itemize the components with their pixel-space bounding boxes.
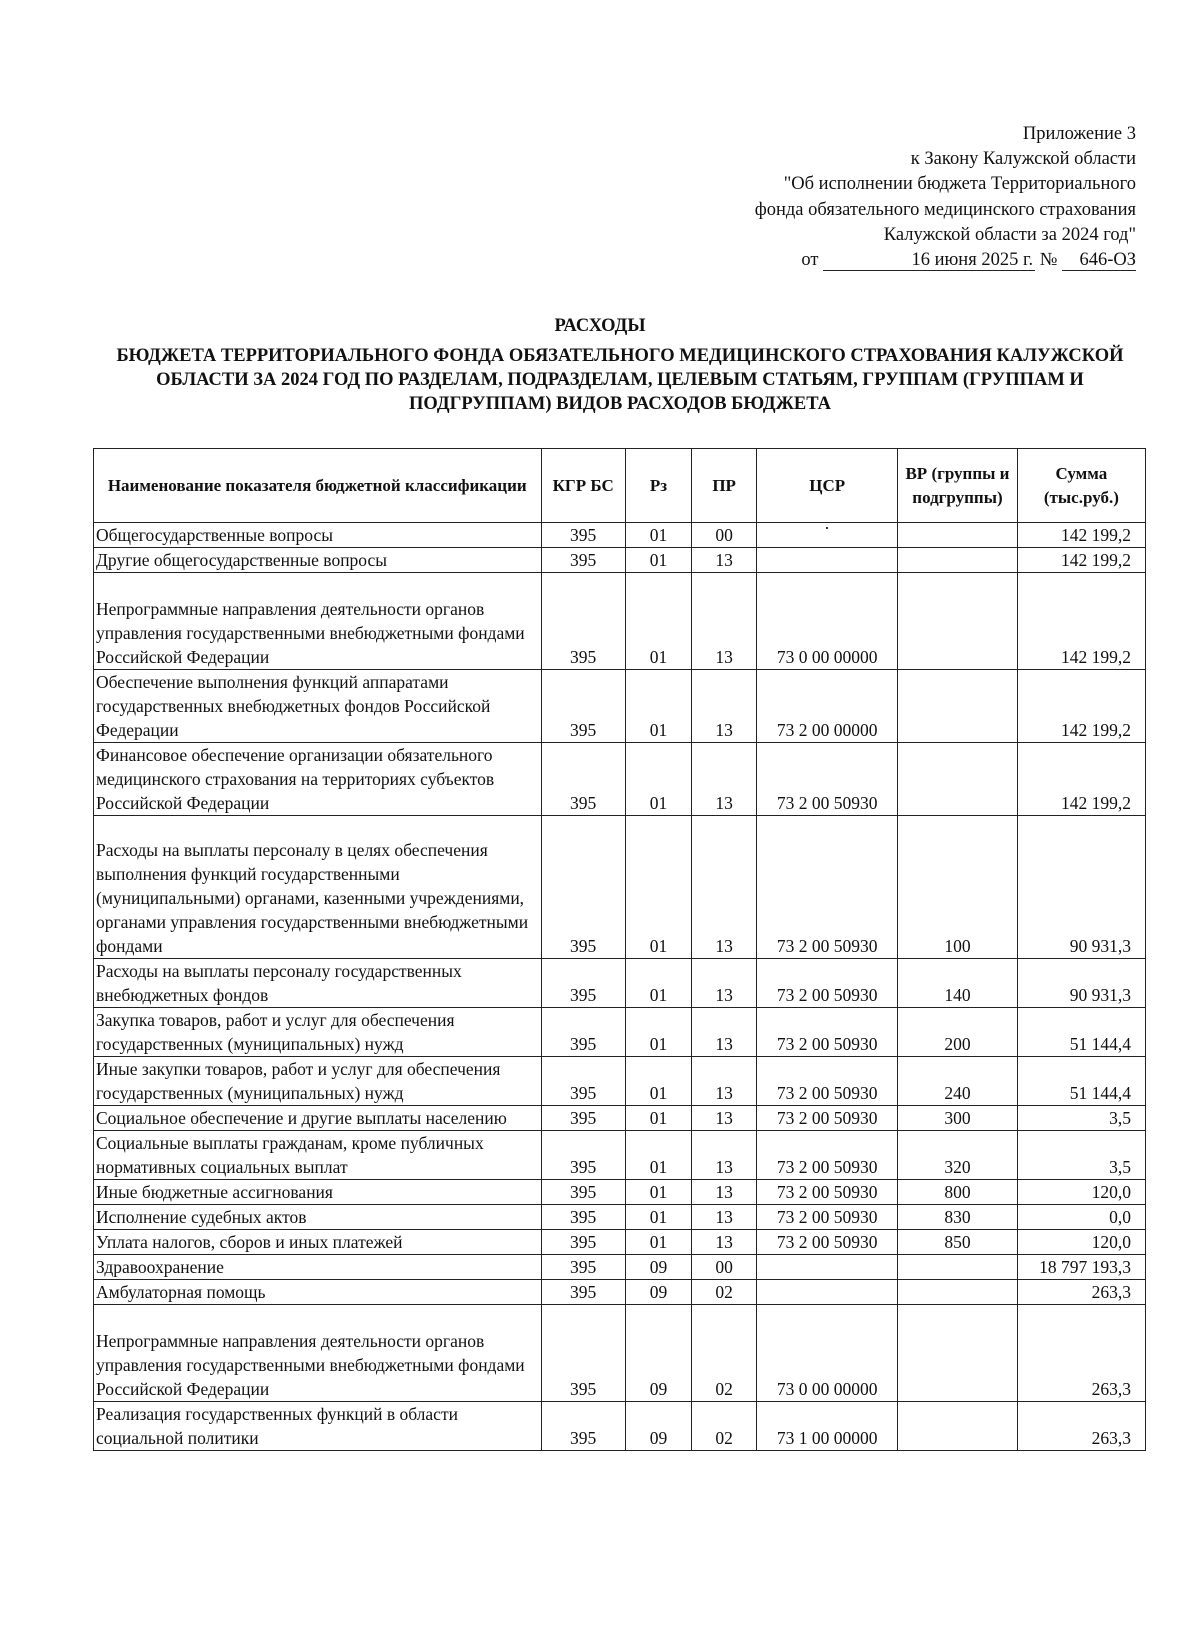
cell-csr: 73 2 00 50930	[757, 959, 898, 1008]
cell-kgrbs: 395	[541, 523, 625, 548]
cell-name: Общегосударственные вопросы	[94, 523, 542, 548]
cell-rz: 01	[625, 523, 691, 548]
cell-name: Амбулаторная помощь	[94, 1280, 542, 1305]
cell-vr: 200	[898, 1008, 1018, 1057]
table-row	[94, 1255, 1146, 1280]
cell-rz: 01	[625, 573, 691, 670]
cell-vr: 800	[898, 1180, 1018, 1205]
table-row	[94, 548, 1146, 573]
law-number: 646-ОЗ	[1062, 250, 1136, 271]
cell-name: Закупка товаров, работ и услуг для обеспечения государственных (муниципальных) нужд	[94, 1008, 542, 1057]
cell-csr: 73 2 00 50930	[757, 1180, 898, 1205]
cell-sum: 263,3	[1017, 1305, 1145, 1402]
cell-name: Непрограммные направления деятельности органов управления государственными внебюджетными фондами Российской Федерации	[94, 1305, 542, 1402]
cell-csr: 73 2 00 50930	[757, 1008, 898, 1057]
table-row	[94, 743, 1146, 816]
cell-sum: 90 931,3	[1017, 816, 1145, 959]
appendix-block	[536, 122, 1136, 273]
cell-kgrbs: 395	[541, 670, 625, 743]
cell-sum: 0,0	[1017, 1205, 1145, 1230]
cell-pr: 13	[692, 1057, 757, 1106]
cell-rz: 09	[625, 1402, 691, 1451]
cell-sum: 51 144,4	[1017, 1057, 1145, 1106]
cell-name: Социальные выплаты гражданам, кроме публичных нормативных социальных выплат	[94, 1131, 542, 1180]
cell-vr: 240	[898, 1057, 1018, 1106]
cell-kgrbs: 395	[541, 816, 625, 959]
cell-sum: 263,3	[1017, 1280, 1145, 1305]
table-row	[94, 1106, 1146, 1131]
cell-kgrbs: 395	[541, 548, 625, 573]
cell-vr: 830	[898, 1205, 1018, 1230]
cell-kgrbs: 395	[541, 1280, 625, 1305]
cell-vr	[898, 548, 1018, 573]
table-row	[94, 816, 1146, 959]
cell-rz: 09	[625, 1305, 691, 1402]
table-header-row	[94, 449, 1146, 523]
appendix-line: фонда обязательного медицинского страхования	[754, 199, 1136, 220]
cell-kgrbs: 395	[541, 1180, 625, 1205]
cell-name: Другие общегосударственные вопросы	[94, 548, 542, 573]
cell-pr: 13	[692, 743, 757, 816]
cell-rz: 09	[625, 1280, 691, 1305]
cell-rz: 01	[625, 1205, 691, 1230]
cell-rz: 01	[625, 548, 691, 573]
cell-name: Уплата налогов, сборов и иных платежей	[94, 1230, 542, 1255]
cell-name: Реализация государственных функций в области социальной политики	[94, 1402, 542, 1451]
cell-sum: 90 931,3	[1017, 959, 1145, 1008]
cell-pr: 00	[692, 523, 757, 548]
cell-name: Обеспечение выполнения функций аппаратами государственных внебюджетных фондов Российской Федерации	[94, 670, 542, 743]
appendix-line: Приложение 3	[1022, 124, 1136, 144]
cell-csr: 73 2 00 50930	[757, 1057, 898, 1106]
appendix-line: "Об исполнении бюджета Территориального	[783, 174, 1136, 195]
cell-rz: 09	[625, 1255, 691, 1280]
cell-rz: 01	[625, 1106, 691, 1131]
cell-csr: 73 2 00 00000	[757, 670, 898, 743]
cell-sum: 142 199,2	[1017, 548, 1145, 573]
cell-pr: 13	[692, 1180, 757, 1205]
table-row	[94, 1205, 1146, 1230]
cell-sum: 3,5	[1017, 1131, 1145, 1180]
table-row	[94, 1008, 1146, 1057]
table-row	[94, 573, 1146, 670]
cell-kgrbs: 395	[541, 1255, 625, 1280]
header-rz: Рз	[625, 449, 691, 523]
cell-sum: 142 199,2	[1017, 523, 1145, 548]
header-csr: ЦСР	[757, 449, 898, 523]
cell-rz: 01	[625, 816, 691, 959]
cell-rz: 01	[625, 1057, 691, 1106]
appendix-line: Калужской области за 2024 год"	[883, 224, 1136, 245]
cell-rz: 01	[625, 670, 691, 743]
cell-vr	[898, 1280, 1018, 1305]
cell-kgrbs: 395	[541, 1230, 625, 1255]
table-row	[94, 670, 1146, 743]
scan-dot	[826, 527, 828, 529]
cell-vr	[898, 523, 1018, 548]
cell-csr: 73 2 00 50930	[757, 1205, 898, 1230]
cell-kgrbs: 395	[541, 1205, 625, 1230]
expenditure-table	[93, 448, 1146, 1451]
cell-csr: 73 0 00 00000	[757, 573, 898, 670]
cell-pr: 00	[692, 1255, 757, 1280]
cell-name: Расходы на выплаты персоналу государственных внебюджетных фондов	[94, 959, 542, 1008]
header-pr: ПР	[692, 449, 757, 523]
cell-csr: 73 1 00 00000	[757, 1402, 898, 1451]
cell-name: Финансовое обеспечение организации обязательного медицинского страхования на территориях субъектов Российской Федерации	[94, 743, 542, 816]
cell-pr: 13	[692, 1205, 757, 1230]
cell-pr: 13	[692, 573, 757, 670]
document-title: РАСХОДЫ	[554, 316, 646, 336]
cell-kgrbs: 395	[541, 1305, 625, 1402]
header-kgrbs: КГР БС	[541, 449, 625, 523]
cell-name: Здравоохранение	[94, 1255, 542, 1280]
cell-vr	[898, 670, 1018, 743]
cell-vr	[898, 743, 1018, 816]
cell-kgrbs: 395	[541, 1008, 625, 1057]
cell-csr	[757, 523, 898, 548]
cell-pr: 13	[692, 1008, 757, 1057]
cell-kgrbs: 395	[541, 573, 625, 670]
cell-sum: 142 199,2	[1017, 573, 1145, 670]
cell-rz: 01	[625, 1131, 691, 1180]
cell-vr	[898, 1305, 1018, 1402]
cell-vr: 300	[898, 1106, 1018, 1131]
table-row	[94, 1402, 1146, 1451]
header-vr: ВР (группы и подгруппы)	[898, 449, 1018, 523]
cell-pr: 13	[692, 1106, 757, 1131]
cell-kgrbs: 395	[541, 1057, 625, 1106]
cell-rz: 01	[625, 959, 691, 1008]
cell-pr: 13	[692, 1230, 757, 1255]
cell-sum: 120,0	[1017, 1230, 1145, 1255]
cell-csr: 73 2 00 50930	[757, 1131, 898, 1180]
cell-sum: 51 144,4	[1017, 1008, 1145, 1057]
cell-sum: 3,5	[1017, 1106, 1145, 1131]
cell-vr: 140	[898, 959, 1018, 1008]
cell-pr: 13	[692, 816, 757, 959]
appendix-date-line	[536, 248, 1136, 273]
date-prefix: от	[801, 250, 819, 271]
cell-vr: 850	[898, 1230, 1018, 1255]
cell-csr	[757, 548, 898, 573]
appendix-line: к Закону Калужской области	[910, 149, 1136, 170]
cell-csr: 73 2 00 50930	[757, 1230, 898, 1255]
cell-kgrbs: 395	[541, 743, 625, 816]
cell-vr: 100	[898, 816, 1018, 959]
header-name: Наименование показателя бюджетной классификации	[94, 449, 542, 523]
document-subtitle: БЮДЖЕТА ТЕРРИТОРИАЛЬНОГО ФОНДА ОБЯЗАТЕЛЬНОГО МЕДИЦИНСКОГО СТРАХОВАНИЯ КАЛУЖСКОЙ ОБЛАСТИ ЗА 2024 ГОД ПО РАЗДЕЛАМ, ПОДРАЗДЕЛАМ, ЦЕЛЕВЫМ СТАТЬЯМ, ГРУППАМ (ГРУППАМ И ПОДГРУППАМ) ВИДОВ РАСХОДОВ БЮДЖЕТА	[116, 346, 1124, 414]
cell-pr: 13	[692, 670, 757, 743]
cell-name: Социальное обеспечение и другие выплаты населению	[94, 1106, 542, 1131]
table-row	[94, 523, 1146, 548]
cell-vr: 320	[898, 1131, 1018, 1180]
cell-sum: 142 199,2	[1017, 743, 1145, 816]
cell-name: Иные закупки товаров, работ и услуг для обеспечения государственных (муниципальных) нужд	[94, 1057, 542, 1106]
cell-pr: 02	[692, 1305, 757, 1402]
cell-kgrbs: 395	[541, 1106, 625, 1131]
cell-sum: 263,3	[1017, 1402, 1145, 1451]
cell-rz: 01	[625, 1180, 691, 1205]
table-row	[94, 959, 1146, 1008]
table-row	[94, 1180, 1146, 1205]
cell-pr: 13	[692, 548, 757, 573]
table-row	[94, 1230, 1146, 1255]
cell-pr: 13	[692, 959, 757, 1008]
cell-kgrbs: 395	[541, 959, 625, 1008]
cell-csr: 73 0 00 00000	[757, 1305, 898, 1402]
table-row	[94, 1280, 1146, 1305]
cell-name: Иные бюджетные ассигнования	[94, 1180, 542, 1205]
cell-csr: 73 2 00 50930	[757, 816, 898, 959]
cell-pr: 13	[692, 1131, 757, 1180]
cell-rz: 01	[625, 743, 691, 816]
cell-name: Исполнение судебных актов	[94, 1205, 542, 1230]
cell-rz: 01	[625, 1008, 691, 1057]
cell-csr	[757, 1255, 898, 1280]
cell-csr: 73 2 00 50930	[757, 743, 898, 816]
cell-vr	[898, 1402, 1018, 1451]
cell-csr: 73 2 00 50930	[757, 1106, 898, 1131]
cell-sum: 142 199,2	[1017, 670, 1145, 743]
cell-name: Непрограммные направления деятельности органов управления государственными внебюджетными фондами Российской Федерации	[94, 573, 542, 670]
cell-kgrbs: 395	[541, 1131, 625, 1180]
cell-pr: 02	[692, 1280, 757, 1305]
table-row	[94, 1305, 1146, 1402]
cell-kgrbs: 395	[541, 1402, 625, 1451]
cell-csr	[757, 1280, 898, 1305]
cell-pr: 02	[692, 1402, 757, 1451]
cell-sum: 120,0	[1017, 1180, 1145, 1205]
cell-name: Расходы на выплаты персоналу в целях обеспечения выполнения функций государственными (муниципальными) органами, казенными учреждениями, органами управления государственными внебюджетными фондами	[94, 816, 542, 959]
number-prefix: №	[1039, 250, 1058, 271]
cell-sum: 18 797 193,3	[1017, 1255, 1145, 1280]
cell-rz: 01	[625, 1230, 691, 1255]
cell-vr	[898, 1255, 1018, 1280]
law-date: 16 июня 2025 г.	[823, 250, 1035, 271]
table-row	[94, 1057, 1146, 1106]
cell-vr	[898, 573, 1018, 670]
header-sum: Сумма (тыс.руб.)	[1017, 449, 1145, 523]
table-row	[94, 1131, 1146, 1180]
